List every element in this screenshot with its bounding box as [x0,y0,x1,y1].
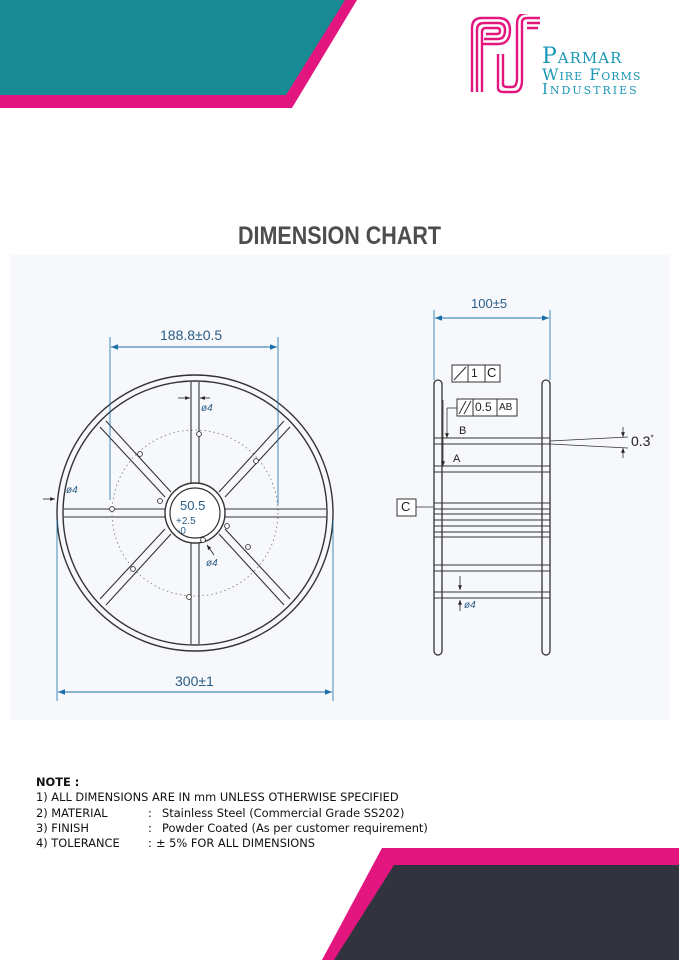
note-2-value: Stainless Steel (Commercial Grade SS202) [162,805,405,820]
header-teal-band [0,0,345,95]
parallel-tol-label: 0.5 [475,400,492,414]
note-2-sep: : [148,805,152,820]
datum-c-label: C [401,499,411,514]
perp-datum-label: 1 [471,366,478,380]
notes-block [36,775,428,851]
side-view [397,310,628,655]
hub-tol-minus: -0 [177,526,186,537]
notes-heading: NOTE : [36,775,80,789]
note-2 [36,806,428,821]
front-wire-dia-hub: ø4 [206,558,218,569]
flatness-mark: * [650,433,654,443]
note-1-label: 1) ALL DIMENSIONS ARE IN mm UNLESS OTHERWISE SPECIFIED [36,790,399,805]
flatness-value: 0.3 [631,433,651,449]
datum-b-label: B [459,425,467,437]
dimension-drawing [10,255,670,720]
monogram-icon [468,14,544,94]
perp-ref-label: C [487,365,497,380]
brand-logo [468,14,642,99]
note-3-value: Powder Coated (As per customer requirement) [162,820,428,835]
side-length-label: 100±5 [471,296,508,311]
left-flange [434,380,442,655]
note-3-label: 3) FINISH [36,820,89,835]
footer-dark-band [334,865,679,960]
brand-name-line1: Parmar [542,44,623,69]
note-4 [36,836,428,851]
front-wire-dia-top: ø4 [201,403,213,414]
flatness-label [631,433,654,449]
hub-dia-label: 50.5 [180,498,206,513]
right-flange [542,380,550,655]
datum-a-label: A [453,453,461,465]
front-width-bottom-label: 300±1 [175,673,214,689]
page-title: DIMENSION CHART [237,222,442,250]
cross-wires [434,438,550,598]
note-2-label: 2) MATERIAL [36,805,108,820]
front-width-top-label: 188.8±0.5 [160,327,223,343]
parallel-ref-label: AB [499,402,513,413]
hub-tol-plus: +2.5 [176,516,196,527]
side-wire-dia: ø4 [464,600,476,611]
note-4-value: ± 5% FOR ALL DIMENSIONS [156,836,315,851]
drawing-canvas [10,255,670,720]
note-1 [36,790,428,805]
front-wire-dia-left: ø4 [66,485,78,496]
note-4-sep: : [148,836,152,851]
brand-name-line3: Industries [542,80,639,98]
note-3-sep: : [148,820,152,835]
brand-name-line2: Wire Forms [542,65,642,84]
note-3 [36,821,428,836]
note-4-label: 4) TOLERANCE [36,836,120,851]
